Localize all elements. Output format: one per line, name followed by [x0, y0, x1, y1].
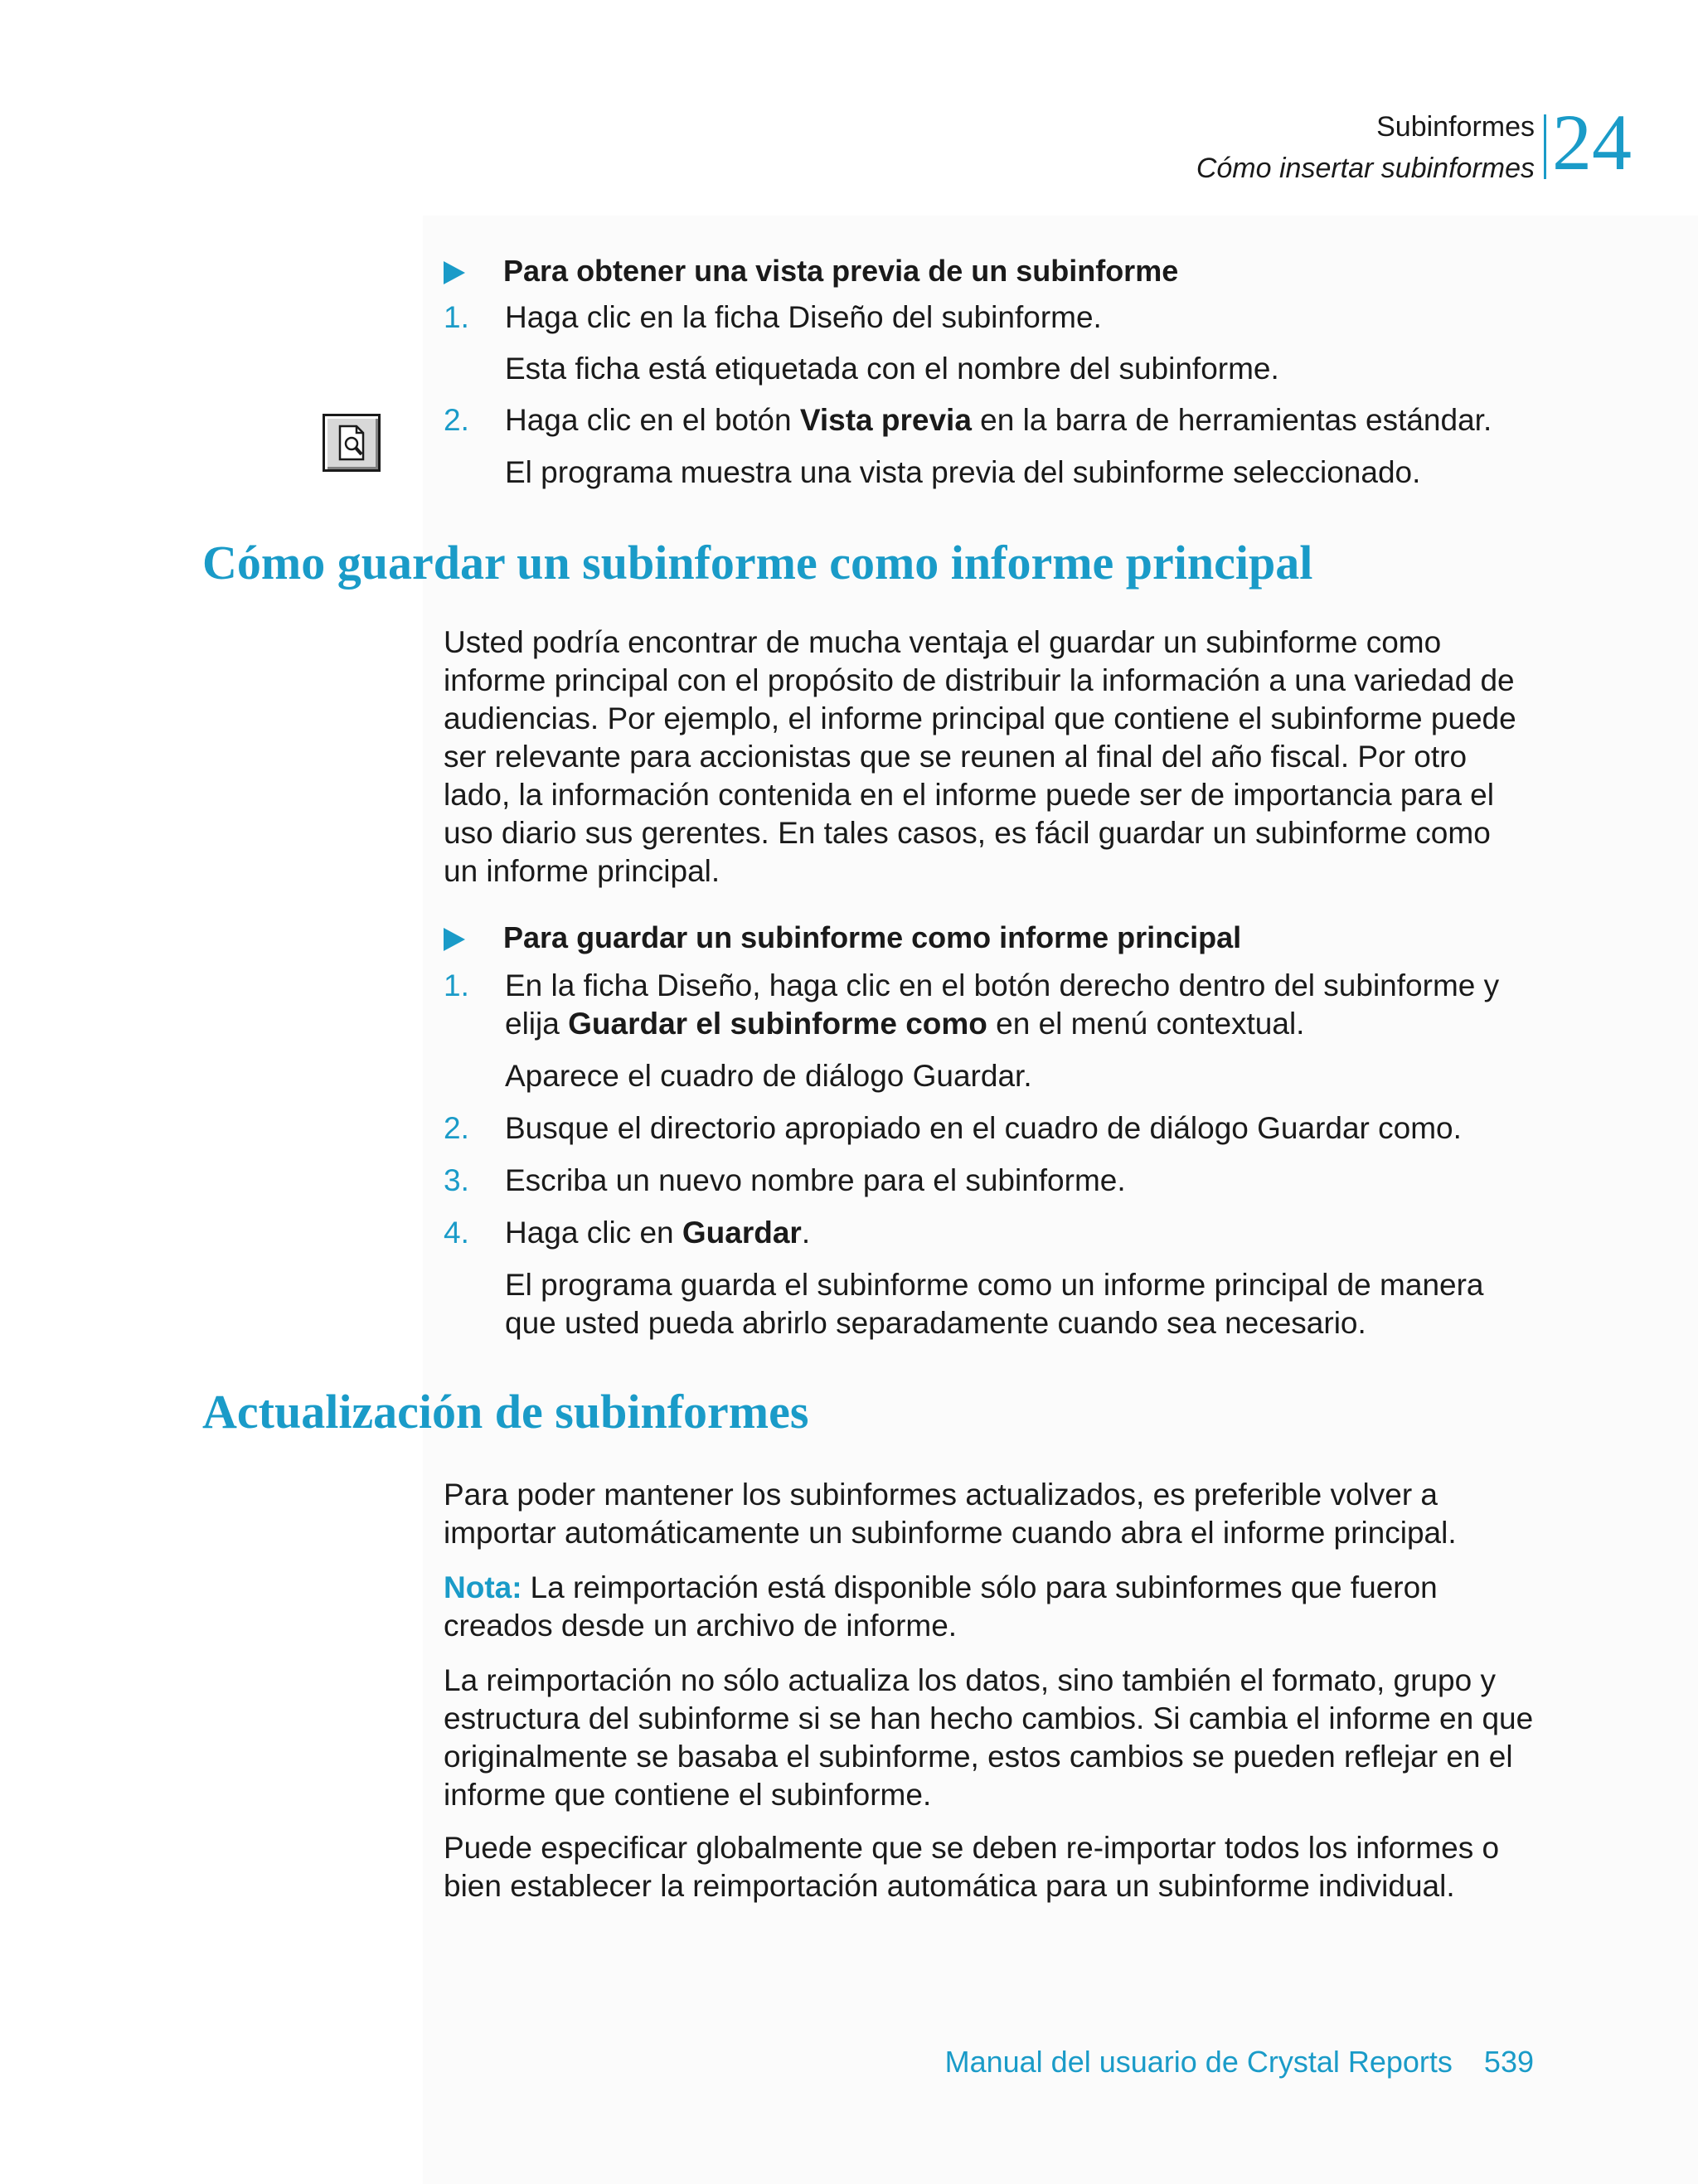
step-number: 3. — [444, 1163, 469, 1197]
section-heading-save: Cómo guardar un subinforme como informe principal — [202, 536, 1313, 590]
running-header — [1196, 106, 1535, 189]
step-number: 1. — [444, 968, 469, 1002]
chapter-divider — [1544, 114, 1546, 179]
paragraph-update-2: La reimportación no sólo actualiza los datos, sino también el formato, grupo y estructura del subinforme si se han hecho cambios. Si cambia el informe en que originalmente se basaba el subinforme, estos cambios se pueden reflejar en el informe que contiene el subinforme. — [444, 1663, 1534, 1812]
section-heading-update: Actualización de subinformes — [202, 1385, 809, 1439]
procedure-arrow-icon — [444, 928, 465, 951]
header-subsection: Cómo insertar subinformes — [1196, 153, 1535, 184]
note — [444, 1569, 1538, 1645]
paragraph-update-3: Puede especificar globalmente que se deben re-importar todos los informes o bien establecer la reimportación automática para un subinforme individual. — [444, 1831, 1500, 1903]
page-footer — [945, 2043, 1534, 2081]
step-result: Esta ficha está etiquetada con el nombre del subinforme. — [505, 352, 1279, 386]
step-text: En la ficha Diseño, haga clic en el botón derecho dentro del subinforme y elija Guardar el subinforme como en el menú contextual. — [505, 968, 1500, 1041]
paragraph-intro: Usted podría encontrar de mucha ventaja el guardar un subinforme como informe principal con el propósito de distribuir la información a una variedad de audiencias. Por ejemplo, el informe principal que contiene el subinforme puede ser relevante para accionistas que se reunen al final del año fiscal. Por otro lado, la información contenida en el informe puede ser de importancia para el uso diario sus gerentes. En tales casos, es fácil guardar un subinforme como un informe principal. — [444, 625, 1516, 888]
note-text: La reimportación está disponible sólo para subinformes que fueron creados desde un archivo de informe. — [444, 1570, 1438, 1643]
step-text: Escriba un nuevo nombre para el subinforme. — [505, 1163, 1126, 1197]
step-text: Haga clic en el botón Vista previa en la barra de herramientas estándar. — [505, 403, 1492, 437]
chapter-number: 24 — [1552, 98, 1632, 187]
step-result: El programa guarda el subinforme como un informe principal de manera que usted pueda abrirlo separadamente cuando sea necesario. — [505, 1268, 1484, 1340]
note-label: Nota: — [444, 1570, 522, 1604]
step-number: 4. — [444, 1216, 469, 1250]
procedure-title-save: Para guardar un subinforme como informe principal — [444, 919, 1241, 957]
footer-title: Manual del usuario de Crystal Reports — [944, 2045, 1453, 2079]
step-number: 1. — [444, 300, 469, 334]
header-section: Subinformes — [1376, 111, 1535, 143]
step-number: 2. — [444, 1111, 469, 1145]
step-text: Busque el directorio apropiado en el cuadro de diálogo Guardar como. — [505, 1111, 1462, 1145]
procedure-title-preview: Para obtener una vista previa de un subinforme — [444, 252, 1178, 290]
step-text: Haga clic en la ficha Diseño del subinforme. — [505, 300, 1102, 334]
step-text: Haga clic en Guardar. — [505, 1216, 811, 1250]
paragraph-update-1: Para poder mantener los subinformes actualizados, es preferible volver a importar automáticamente un subinforme cuando abra el informe principal. — [444, 1478, 1457, 1550]
step-result: Aparece el cuadro de diálogo Guardar. — [505, 1059, 1032, 1093]
print-preview-icon — [323, 414, 381, 472]
page-number: 539 — [1483, 2045, 1534, 2079]
step-number: 2. — [444, 403, 469, 437]
step-result: El programa muestra una vista previa del subinforme seleccionado. — [505, 455, 1421, 489]
procedure-arrow-icon — [444, 261, 465, 284]
